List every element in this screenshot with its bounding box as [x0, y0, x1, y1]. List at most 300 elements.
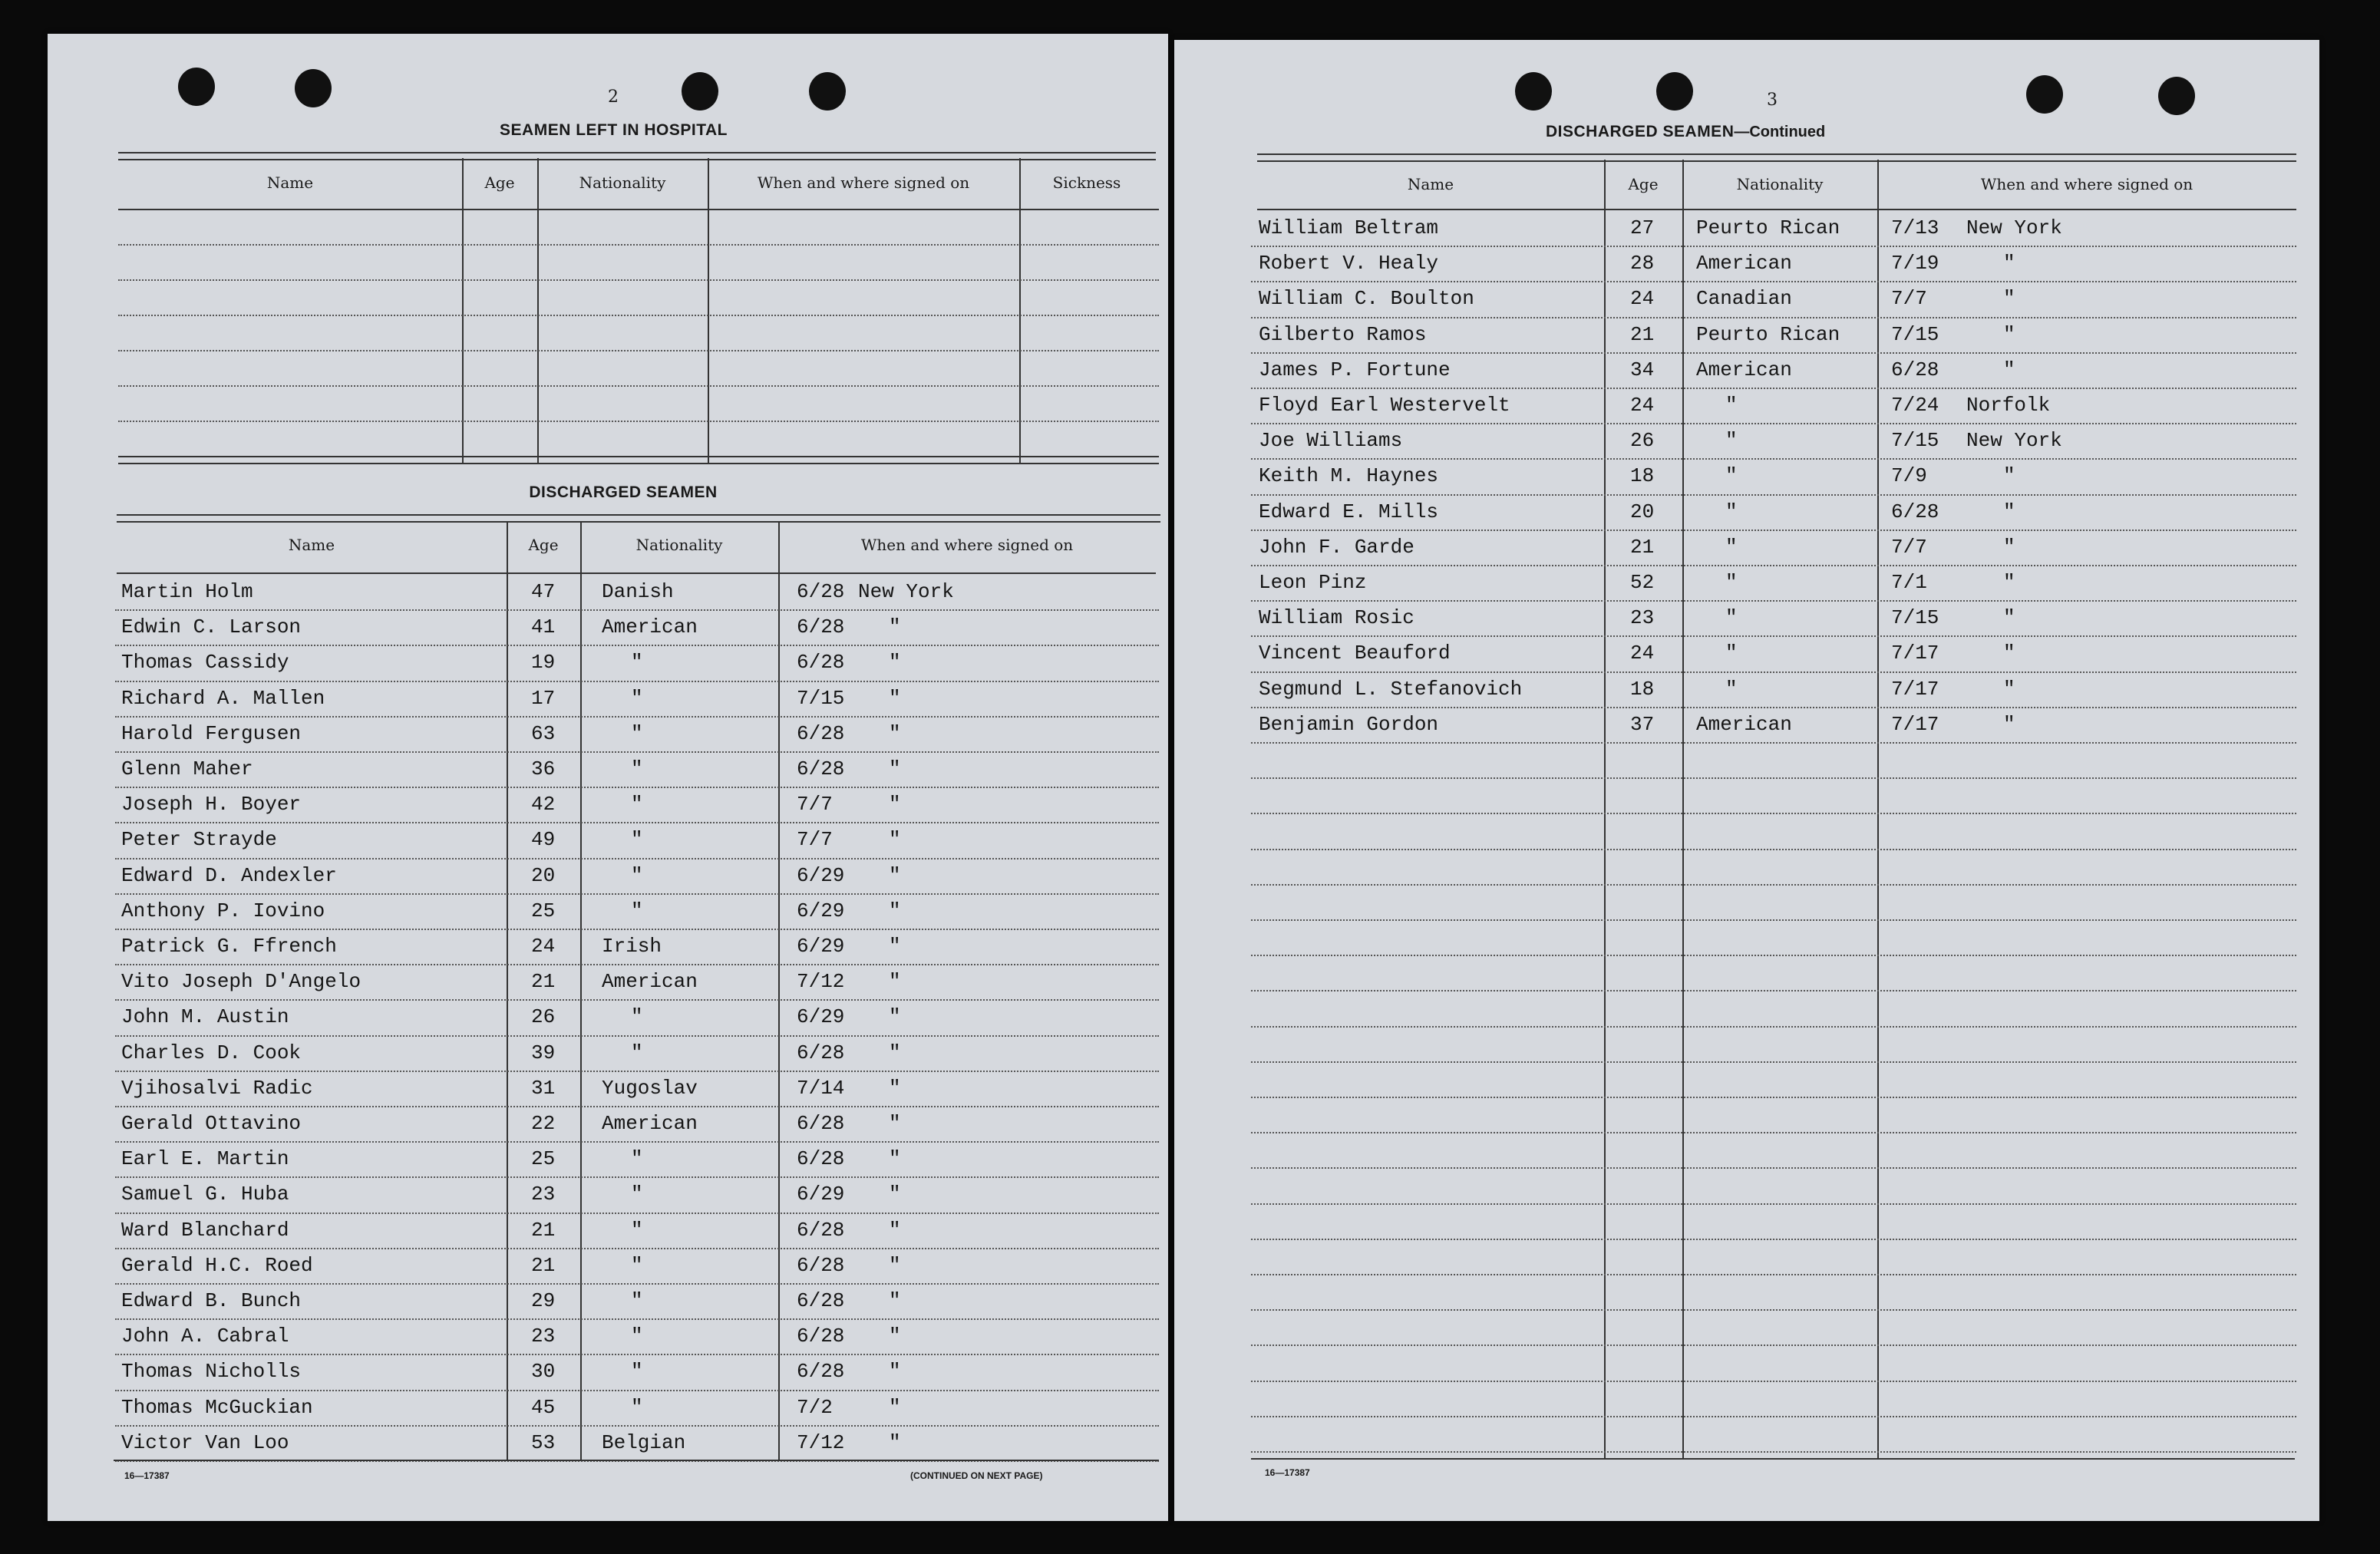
row-line: [1251, 1309, 2296, 1311]
discharged-col-nationality: Nationality: [635, 536, 723, 554]
seaman-nationality: ": [631, 1289, 643, 1312]
punch-hole: [682, 72, 718, 111]
signed-on-place: ": [889, 1430, 901, 1454]
row-line: [115, 929, 1159, 930]
seaman-nationality: ": [631, 1218, 643, 1242]
signed-on-date: 6/28: [797, 721, 845, 745]
row-line: [115, 645, 1159, 646]
signed-on-place: ": [889, 757, 901, 780]
seaman-name: Thomas McGuckian: [121, 1395, 313, 1419]
row-line: [1251, 565, 2296, 566]
seaman-nationality: ": [631, 686, 643, 710]
seaman-age: 26: [1630, 429, 1655, 453]
hospital-divider: [708, 158, 709, 464]
signed-on-date: 7/15: [1891, 322, 1939, 346]
form-number: 16—17387: [124, 1470, 170, 1481]
signed-on-date: 7/13: [1891, 216, 1939, 239]
signed-on-place: ": [889, 721, 901, 745]
seaman-name: William C. Boulton: [1259, 287, 1474, 311]
seaman-age: 18: [1630, 464, 1655, 488]
row-line: [1251, 388, 2296, 389]
seaman-nationality: ": [631, 793, 643, 817]
seaman-name: John M. Austin: [121, 1005, 289, 1029]
discharged-header-bottom: [117, 572, 1156, 574]
discharged-col-name: Name: [288, 536, 335, 554]
signed-on-place: ": [889, 1253, 901, 1277]
continued-bottom-rule: [1251, 1458, 2295, 1460]
signed-on-date: 7/24: [1891, 394, 1939, 417]
seaman-name: Robert V. Healy: [1259, 252, 1439, 275]
seaman-age: 18: [1630, 677, 1655, 701]
seaman-nationality: ": [1725, 606, 1738, 630]
row-line: [1251, 671, 2296, 673]
row-line: [115, 1213, 1159, 1214]
discharged-continued-title: [1546, 123, 1825, 141]
row-line: [115, 822, 1159, 823]
hospital-divider: [1019, 158, 1021, 464]
signed-on-date: 7/17: [1891, 642, 1939, 665]
seaman-nationality: ": [1725, 535, 1738, 559]
hospital-row-line: [118, 244, 1159, 246]
seaman-nationality: ": [631, 1005, 643, 1029]
seaman-name: Edward E. Mills: [1259, 500, 1439, 523]
signed-on-date: 6/28: [797, 1147, 845, 1171]
right-page: [1174, 40, 2319, 1521]
signed-on-place: ": [889, 828, 901, 852]
seaman-age: 49: [531, 828, 556, 852]
row-line: [1251, 1451, 2296, 1453]
continued-note: (CONTINUED ON NEXT PAGE): [910, 1470, 1043, 1481]
seaman-name: Richard A. Mallen: [121, 686, 325, 710]
row-line: [1251, 707, 2296, 708]
seaman-nationality: American: [1696, 712, 1792, 736]
seaman-name: John F. Garde: [1259, 535, 1414, 559]
signed-on-date: 7/1: [1891, 571, 1927, 594]
punch-hole: [1515, 72, 1552, 111]
seaman-name: Thomas Cassidy: [121, 651, 289, 675]
seaman-nationality: Peurto Rican: [1696, 216, 1840, 239]
row-line: [115, 1354, 1159, 1355]
row-line: [1251, 600, 2296, 602]
seaman-nationality: ": [631, 1395, 643, 1419]
hospital-row-line: [118, 279, 1159, 281]
signed-on-date: 7/17: [1891, 712, 1939, 736]
seaman-nationality: Belgian: [602, 1430, 686, 1454]
row-line: [115, 1283, 1159, 1285]
signed-on-place: ": [889, 615, 901, 639]
signed-on-date: 7/14: [797, 1076, 845, 1100]
signed-on-date: 7/15: [797, 686, 845, 710]
row-line: [115, 893, 1159, 895]
seaman-name: Keith M. Haynes: [1259, 464, 1439, 488]
page-number: 3: [1767, 91, 1778, 110]
row-line: [1251, 777, 2296, 779]
signed-on-date: 6/28: [797, 580, 845, 603]
signed-on-date: 7/7: [797, 793, 833, 817]
signed-on-place: ": [2003, 252, 2015, 275]
row-line: [1251, 1167, 2296, 1169]
discharged-title: DISCHARGED SEAMEN: [529, 483, 718, 501]
row-line: [1251, 1344, 2296, 1346]
signed-on-place: ": [889, 651, 901, 675]
signed-on-date: 6/28: [797, 1112, 845, 1135]
signed-on-date: 6/28: [1891, 500, 1939, 523]
row-line: [115, 716, 1159, 718]
row-line: [1251, 1026, 2296, 1028]
seaman-name: Benjamin Gordon: [1259, 712, 1439, 736]
row-line: [1251, 813, 2296, 814]
seaman-age: 20: [1630, 500, 1655, 523]
seaman-nationality: ": [1725, 642, 1738, 665]
row-line: [1251, 317, 2296, 318]
punch-hole: [178, 68, 215, 106]
row-line: [115, 1141, 1159, 1143]
seaman-age: 52: [1630, 571, 1655, 594]
signed-on-place: ": [889, 970, 901, 994]
seaman-nationality: ": [631, 721, 643, 745]
seaman-name: Edwin C. Larson: [121, 615, 302, 639]
signed-on-place: ": [889, 899, 901, 922]
row-line: [1251, 494, 2296, 496]
signed-on-place: New York: [1966, 216, 2062, 239]
hospital-row-line: [118, 350, 1159, 351]
seaman-age: 17: [531, 686, 556, 710]
continued-divider: [1682, 160, 1684, 1458]
seaman-nationality: ": [1725, 571, 1738, 594]
row-line: [115, 681, 1159, 682]
seaman-nationality: ": [631, 1360, 643, 1384]
seaman-age: 39: [531, 1041, 556, 1064]
seaman-age: 23: [1630, 606, 1655, 630]
row-line: [115, 858, 1159, 859]
signed-on-place: ": [889, 935, 901, 958]
discharged-col-signed-on: When and where signed on: [860, 536, 1074, 554]
seaman-name: Joseph H. Boyer: [121, 793, 302, 817]
seaman-name: Vito Joseph D'Angelo: [121, 970, 361, 994]
seaman-age: 21: [531, 970, 556, 994]
seaman-name: John A. Cabral: [121, 1325, 289, 1348]
signed-on-place: ": [2003, 606, 2015, 630]
signed-on-date: 7/7: [797, 828, 833, 852]
row-line: [115, 999, 1159, 1001]
seaman-age: 21: [1630, 535, 1655, 559]
row-line: [1251, 423, 2296, 424]
seaman-name: Leon Pinz: [1259, 571, 1367, 594]
row-line: [1251, 849, 2296, 850]
row-line: [115, 1106, 1159, 1107]
seaman-nationality: ": [631, 1325, 643, 1348]
seaman-name: Segmund L. Stefanovich: [1259, 677, 1523, 701]
row-line: [1251, 635, 2296, 637]
hospital-col-name: Name: [266, 173, 314, 192]
seaman-name: Gilberto Ramos: [1259, 322, 1427, 346]
continued-header-rule: [1257, 153, 2296, 162]
signed-on-place: ": [2003, 500, 2015, 523]
seaman-name: Earl E. Martin: [121, 1147, 289, 1171]
signed-on-date: 6/28: [797, 1253, 845, 1277]
continued-col-age: Age: [1628, 175, 1659, 193]
signed-on-place: ": [889, 1218, 901, 1242]
row-line: [1251, 742, 2296, 744]
row-line: [1251, 1097, 2296, 1098]
seaman-age: 34: [1630, 358, 1655, 381]
seaman-nationality: Canadian: [1696, 287, 1792, 311]
row-line: [115, 964, 1159, 965]
seaman-nationality: American: [1696, 358, 1792, 381]
seaman-name: Martin Holm: [121, 580, 253, 603]
signed-on-date: 6/28: [797, 1289, 845, 1312]
signed-on-date: 7/17: [1891, 677, 1939, 701]
signed-on-place: ": [889, 1360, 901, 1384]
row-line: [1251, 990, 2296, 991]
signed-on-place: ": [889, 1005, 901, 1029]
punch-hole: [2158, 77, 2195, 115]
signed-on-place: ": [889, 1183, 901, 1206]
seaman-nationality: ": [631, 1147, 643, 1171]
title-suffix: —Continued: [1734, 124, 1826, 140]
signed-on-date: 6/28: [797, 1325, 845, 1348]
row-line: [115, 1390, 1159, 1391]
row-line: [1251, 919, 2296, 921]
seaman-nationality: Yugoslav: [602, 1076, 698, 1100]
row-line: [115, 1035, 1159, 1037]
row-line: [1251, 352, 2296, 354]
row-line: [1251, 1239, 2296, 1240]
seaman-age: 24: [1630, 642, 1655, 665]
seaman-age: 30: [531, 1360, 556, 1384]
seaman-nationality: ": [631, 863, 643, 887]
hospital-col-sickness: Sickness: [1052, 173, 1121, 192]
continued-divider: [1877, 160, 1879, 1458]
signed-on-date: 7/7: [1891, 287, 1927, 311]
seaman-nationality: Danish: [602, 580, 674, 603]
seaman-age: 25: [531, 1147, 556, 1171]
seaman-nationality: ": [631, 899, 643, 922]
seaman-name: Anthony P. Iovino: [121, 899, 325, 922]
hospital-bottom-rule: [118, 456, 1159, 464]
signed-on-place: ": [2003, 677, 2015, 701]
signed-on-date: 7/15: [1891, 606, 1939, 630]
signed-on-date: 6/29: [797, 1183, 845, 1206]
row-line: [1251, 955, 2296, 956]
seaman-age: 22: [531, 1112, 556, 1135]
signed-on-place: ": [889, 686, 901, 710]
signed-on-date: 6/28: [797, 615, 845, 639]
seaman-name: Samuel G. Huba: [121, 1183, 289, 1206]
row-line: [1251, 530, 2296, 531]
seaman-name: Ward Blanchard: [121, 1218, 289, 1242]
seaman-nationality: American: [602, 1112, 698, 1135]
seaman-nationality: ": [631, 1183, 643, 1206]
seaman-age: 45: [531, 1395, 556, 1419]
signed-on-date: 6/28: [797, 1041, 845, 1064]
hospital-col-age: Age: [484, 173, 515, 192]
seaman-name: Peter Strayde: [121, 828, 277, 852]
seaman-nationality: Irish: [602, 935, 662, 958]
form-number: 16—17387: [1265, 1467, 1310, 1478]
seaman-name: James P. Fortune: [1259, 358, 1451, 381]
signed-on-place: ": [889, 1325, 901, 1348]
signed-on-date: 6/28: [797, 651, 845, 675]
seaman-age: 21: [531, 1218, 556, 1242]
row-line: [1251, 1203, 2296, 1205]
seaman-age: 23: [531, 1183, 556, 1206]
hospital-row-line: [118, 385, 1159, 387]
row-line: [115, 1176, 1159, 1178]
seaman-name: Glenn Maher: [121, 757, 253, 780]
title-main: DISCHARGED SEAMEN: [1546, 123, 1735, 140]
signed-on-date: 6/28: [797, 1218, 845, 1242]
hospital-row-line: [118, 421, 1159, 422]
row-line: [1251, 1061, 2296, 1063]
discharged-col-age: Age: [528, 536, 559, 554]
row-line: [115, 609, 1159, 611]
hospital-col-nationality: Nationality: [579, 173, 666, 192]
signed-on-place: ": [2003, 642, 2015, 665]
seaman-age: 36: [531, 757, 556, 780]
seaman-name: Edward B. Bunch: [121, 1289, 302, 1312]
left-page: [48, 34, 1168, 1521]
hospital-row-line: [118, 315, 1159, 316]
signed-on-place: ": [2003, 287, 2015, 311]
signed-on-place: ": [2003, 535, 2015, 559]
signed-on-place: ": [889, 863, 901, 887]
row-line: [115, 1318, 1159, 1320]
seaman-age: 27: [1630, 216, 1655, 239]
punch-hole: [295, 69, 332, 107]
hospital-divider: [462, 158, 464, 464]
hospital-col-signed-on: When and where signed on: [757, 173, 970, 192]
signed-on-date: 6/28: [797, 757, 845, 780]
punch-hole: [1656, 72, 1693, 111]
seaman-age: 21: [1630, 322, 1655, 346]
seaman-nationality: American: [602, 970, 698, 994]
seaman-nationality: ": [1725, 500, 1738, 523]
seaman-age: 24: [1630, 287, 1655, 311]
signed-on-date: 6/29: [797, 1005, 845, 1029]
hospital-header-rule: [118, 152, 1156, 160]
row-line: [1251, 1132, 2296, 1133]
seaman-age: 24: [531, 935, 556, 958]
seaman-name: Gerald Ottavino: [121, 1112, 302, 1135]
seaman-name: Victor Van Loo: [121, 1430, 289, 1454]
signed-on-place: New York: [1966, 429, 2062, 453]
seaman-age: 37: [1630, 712, 1655, 736]
seaman-nationality: ": [1725, 677, 1738, 701]
seaman-nationality: ": [631, 757, 643, 780]
seaman-name: Vjihosalvi Radic: [121, 1076, 313, 1100]
seaman-age: 29: [531, 1289, 556, 1312]
seaman-name: Thomas Nicholls: [121, 1360, 302, 1384]
signed-on-date: 6/29: [797, 863, 845, 887]
seaman-name: Charles D. Cook: [121, 1041, 302, 1064]
signed-on-date: 7/19: [1891, 252, 1939, 275]
seaman-age: 24: [1630, 394, 1655, 417]
seaman-nationality: ": [631, 828, 643, 852]
seaman-age: 53: [531, 1430, 556, 1454]
hospital-header-bottom: [118, 209, 1159, 210]
seaman-nationality: ": [1725, 464, 1738, 488]
seaman-age: 19: [531, 651, 556, 675]
row-line: [115, 787, 1159, 788]
signed-on-date: 7/12: [797, 1430, 845, 1454]
seaman-age: 31: [531, 1076, 556, 1100]
row-line: [1251, 281, 2296, 282]
row-line: [1251, 246, 2296, 247]
seaman-age: 42: [531, 793, 556, 817]
continued-col-name: Name: [1407, 175, 1454, 193]
signed-on-place: ": [889, 793, 901, 817]
row-line: [115, 1425, 1159, 1427]
signed-on-place: ": [889, 1076, 901, 1100]
seaman-name: Joe Williams: [1259, 429, 1403, 453]
continued-header-bottom: [1257, 209, 2296, 210]
seaman-age: 25: [531, 899, 556, 922]
continued-divider: [1604, 160, 1606, 1458]
hospital-divider: [537, 158, 539, 464]
punch-hole: [2026, 75, 2063, 114]
seaman-age: 21: [531, 1253, 556, 1277]
signed-on-place: ": [2003, 358, 2015, 381]
signed-on-place: Norfolk: [1966, 394, 2051, 417]
seaman-nationality: ": [631, 651, 643, 675]
seaman-age: 47: [531, 580, 556, 603]
seaman-nationality: Peurto Rican: [1696, 322, 1840, 346]
signed-on-date: 6/29: [797, 899, 845, 922]
signed-on-place: ": [889, 1289, 901, 1312]
signed-on-date: 7/7: [1891, 535, 1927, 559]
seaman-name: Patrick G. Ffrench: [121, 935, 337, 958]
seaman-age: 63: [531, 721, 556, 745]
row-line: [115, 1248, 1159, 1249]
seaman-age: 28: [1630, 252, 1655, 275]
row-line: [1251, 884, 2296, 886]
seaman-age: 26: [531, 1005, 556, 1029]
row-line: [115, 751, 1159, 753]
signed-on-place: ": [2003, 712, 2015, 736]
signed-on-date: 6/29: [797, 935, 845, 958]
seaman-nationality: ": [631, 1253, 643, 1277]
signed-on-place: ": [889, 1112, 901, 1135]
row-line: [1251, 458, 2296, 460]
punch-hole: [809, 72, 846, 111]
signed-on-place: ": [2003, 571, 2015, 594]
signed-on-place: ": [889, 1041, 901, 1064]
signed-on-date: 7/15: [1891, 429, 1939, 453]
seaman-age: 41: [531, 615, 556, 639]
signed-on-place: ": [2003, 322, 2015, 346]
row-line: [1251, 1274, 2296, 1275]
seaman-name: Gerald H.C. Roed: [121, 1253, 313, 1277]
signed-on-date: 7/9: [1891, 464, 1927, 488]
signed-on-place: ": [889, 1147, 901, 1171]
discharged-header-rule: [117, 514, 1160, 523]
continued-col-nationality: Nationality: [1736, 175, 1824, 193]
seaman-age: 23: [531, 1325, 556, 1348]
seaman-nationality: ": [1725, 394, 1738, 417]
row-line: [1251, 1381, 2296, 1382]
seaman-name: Floyd Earl Westervelt: [1259, 394, 1510, 417]
signed-on-place: ": [2003, 464, 2015, 488]
seaman-nationality: ": [1725, 429, 1738, 453]
signed-on-place: New York: [858, 580, 954, 603]
row-line: [115, 1071, 1159, 1072]
seaman-name: William Beltram: [1259, 216, 1439, 239]
signed-on-date: 6/28: [1891, 358, 1939, 381]
signed-on-date: 7/12: [797, 970, 845, 994]
row-line: [1251, 1416, 2296, 1417]
seaman-name: Harold Fergusen: [121, 721, 302, 745]
